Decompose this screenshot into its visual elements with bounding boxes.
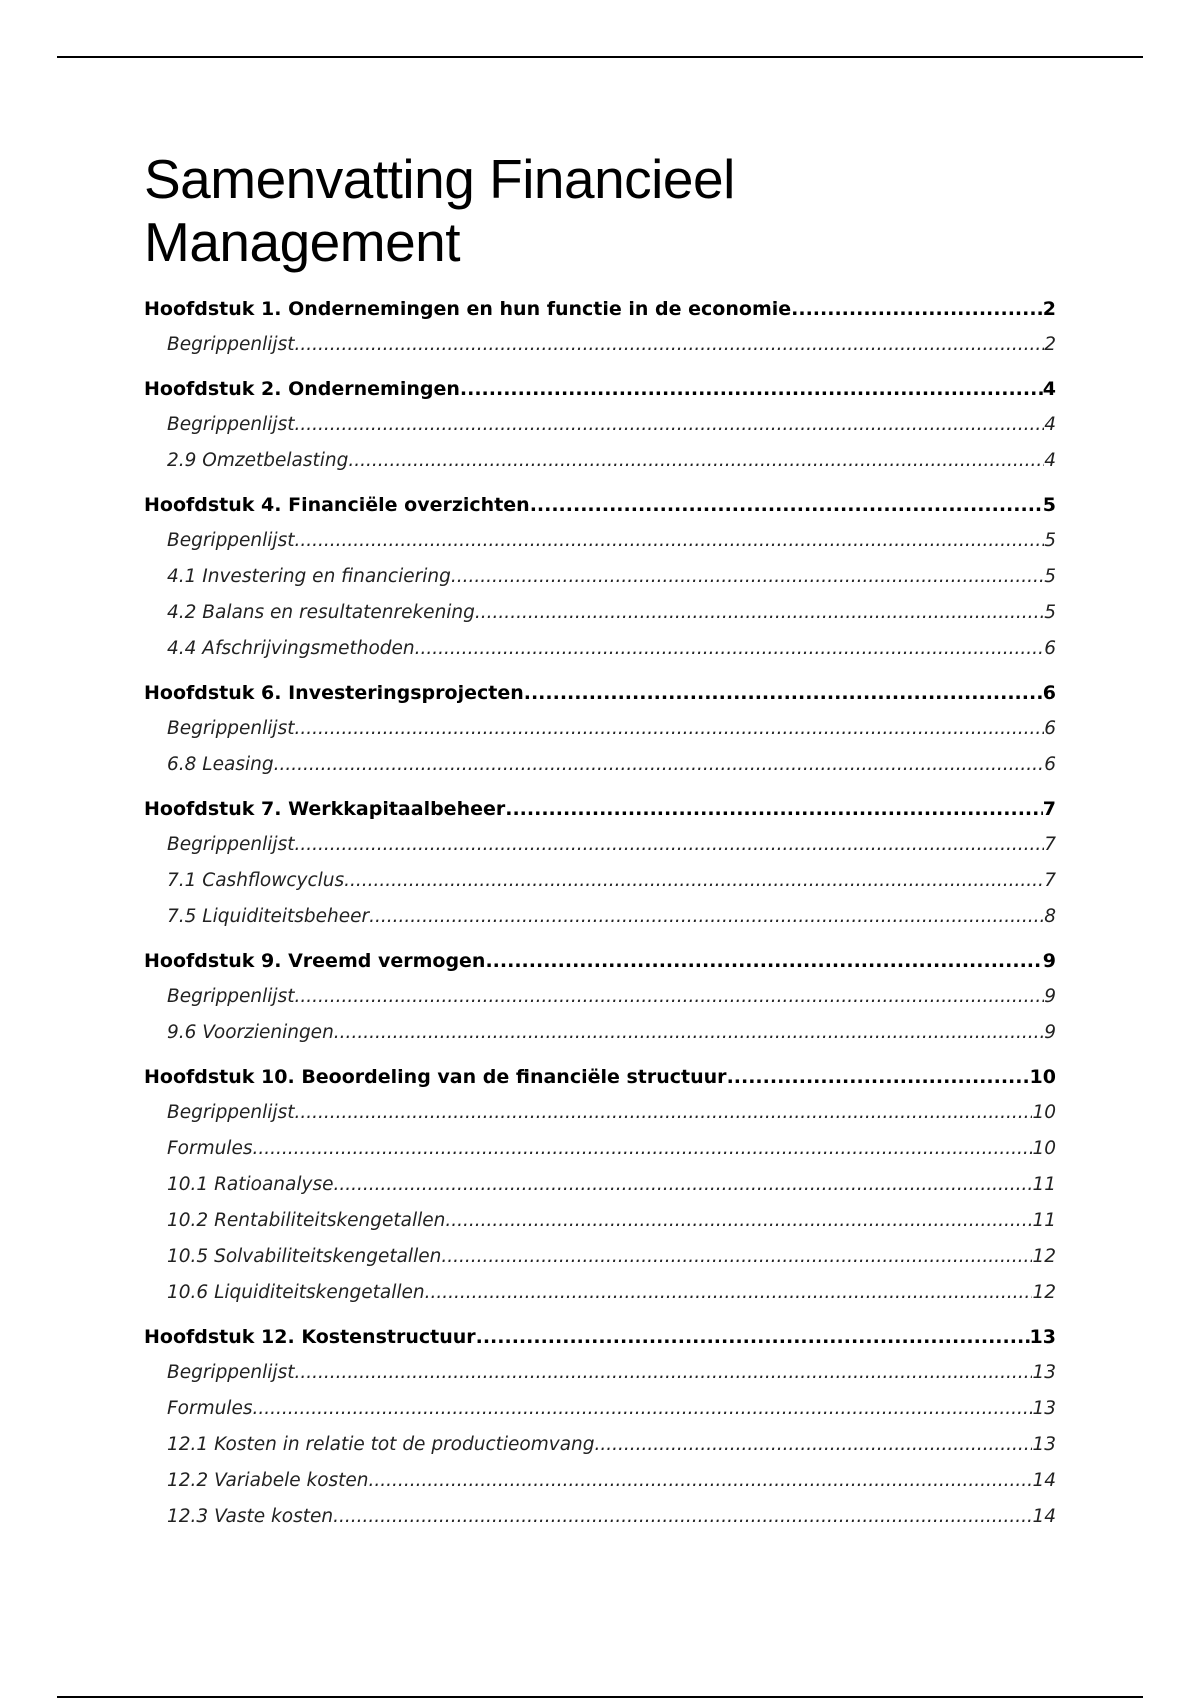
- toc-entry-label: Formules: [167, 1138, 253, 1159]
- toc-page-number: 13: [1032, 1434, 1056, 1455]
- toc-dot-leader: [333, 1167, 1032, 1203]
- toc-entry[interactable]: [144, 979, 1056, 1015]
- toc-dot-leader: [294, 327, 1044, 363]
- toc-entry-label: 7.1 Cashflowcyclus: [167, 870, 345, 891]
- toc-dot-leader: [451, 559, 1044, 595]
- document-title: Samenvatting Financieel Management: [144, 148, 735, 273]
- toc-dot-leader: [369, 899, 1044, 935]
- toc-entry[interactable]: [144, 899, 1056, 935]
- toc-chapter: [144, 291, 1056, 363]
- toc-dot-leader: [445, 1203, 1032, 1239]
- toc-chapter: [144, 1319, 1056, 1535]
- toc-dot-leader: [727, 1059, 1030, 1095]
- toc-dot-leader: [274, 747, 1045, 783]
- toc-page-number: 4: [1042, 378, 1056, 400]
- toc-page-number: 14: [1032, 1470, 1056, 1491]
- toc-entry-label: 12.1 Kosten in relatie tot de productieomvang: [167, 1434, 595, 1455]
- toc-dot-leader: [524, 675, 1043, 711]
- toc-entry[interactable]: [144, 631, 1056, 667]
- toc-dot-leader: [441, 1239, 1032, 1275]
- toc-dot-leader: [294, 407, 1044, 443]
- toc-entry-label: 10.2 Rentabiliteitskengetallen: [167, 1210, 446, 1231]
- toc-page-number: 5: [1042, 494, 1056, 516]
- toc-entry-label: 12.3 Vaste kosten: [167, 1506, 334, 1527]
- toc-entry[interactable]: [144, 1463, 1056, 1499]
- toc-page-number: 7: [1044, 834, 1056, 855]
- toc-chapter: [144, 791, 1056, 935]
- toc-dot-leader: [294, 979, 1044, 1015]
- toc-page-number: 13: [1032, 1362, 1056, 1383]
- toc-entry[interactable]: [144, 1391, 1056, 1427]
- toc-page-number: 8: [1044, 906, 1056, 927]
- toc-dot-leader: [252, 1391, 1032, 1427]
- toc-chapter-title: Hoofdstuk 12. Kostenstructuur: [144, 1326, 476, 1348]
- toc-dot-leader: [595, 1427, 1033, 1463]
- toc-entry[interactable]: [144, 443, 1056, 479]
- toc-entry-label: Begrippenlijst: [167, 334, 295, 355]
- toc-dot-leader: [294, 1095, 1032, 1131]
- toc-entry[interactable]: [144, 1427, 1056, 1463]
- toc-entry-label: Begrippenlijst: [167, 718, 295, 739]
- toc-chapter-entry[interactable]: [144, 487, 1056, 523]
- toc-chapter-title: Hoofdstuk 4. Financiële overzichten: [144, 494, 530, 516]
- toc-page-number: 12: [1032, 1282, 1056, 1303]
- toc-dot-leader: [294, 711, 1044, 747]
- toc-page-number: 9: [1044, 986, 1056, 1007]
- toc-page-number: 9: [1044, 1022, 1056, 1043]
- toc-entry[interactable]: [144, 1015, 1056, 1051]
- toc-chapter-entry[interactable]: [144, 371, 1056, 407]
- toc-entry[interactable]: [144, 407, 1056, 443]
- toc-dot-leader: [348, 443, 1044, 479]
- toc-dot-leader: [344, 863, 1044, 899]
- toc-dot-leader: [485, 943, 1042, 979]
- toc-entry-label: 6.8 Leasing: [167, 754, 274, 775]
- toc-page-number: 11: [1032, 1210, 1056, 1231]
- toc-page-number: 6: [1044, 638, 1056, 659]
- toc-entry-label: Begrippenlijst: [167, 986, 295, 1007]
- toc-entry-label: 9.6 Voorzieningen: [167, 1022, 334, 1043]
- toc-entry-label: Begrippenlijst: [167, 530, 295, 551]
- toc-chapter-entry[interactable]: [144, 291, 1056, 327]
- toc-dot-leader: [294, 827, 1044, 863]
- toc-entry[interactable]: [144, 1203, 1056, 1239]
- toc-page-number: 10: [1032, 1102, 1056, 1123]
- toc-entry-label: 4.2 Balans en resultatenrekening: [167, 602, 475, 623]
- toc-chapter-title: Hoofdstuk 10. Beoordeling van de financiële structuur: [144, 1066, 727, 1088]
- toc-page-number: 2: [1044, 334, 1056, 355]
- toc-entry-label: 7.5 Liquiditeitsbeheer: [167, 906, 370, 927]
- toc-chapter-title: Hoofdstuk 2. Ondernemingen: [144, 378, 460, 400]
- toc-entry[interactable]: [144, 863, 1056, 899]
- toc-page-number: 14: [1032, 1506, 1056, 1527]
- toc-page-number: 5: [1044, 566, 1056, 587]
- toc-entry[interactable]: [144, 1131, 1056, 1167]
- toc-page-number: 13: [1029, 1326, 1056, 1348]
- toc-dot-leader: [425, 1275, 1033, 1311]
- toc-chapter-title: Hoofdstuk 7. Werkkapitaalbeheer: [144, 798, 506, 820]
- toc-page-number: 7: [1042, 798, 1056, 820]
- toc-dot-leader: [460, 371, 1043, 407]
- toc-chapter-entry[interactable]: [144, 675, 1056, 711]
- toc-entry[interactable]: [144, 747, 1056, 783]
- toc-entry-label: Begrippenlijst: [167, 834, 295, 855]
- table-of-contents: [144, 291, 1056, 1543]
- toc-chapter: [144, 1059, 1056, 1311]
- toc-dot-leader: [475, 595, 1044, 631]
- toc-chapter-title: Hoofdstuk 9. Vreemd vermogen: [144, 950, 486, 972]
- toc-dot-leader: [333, 1499, 1032, 1535]
- toc-page-number: 11: [1032, 1174, 1056, 1195]
- toc-entry-label: 10.1 Ratioanalyse: [167, 1174, 334, 1195]
- header-rule: [57, 56, 1143, 58]
- toc-entry[interactable]: [144, 1095, 1056, 1131]
- toc-entry-label: Begrippenlijst: [167, 414, 295, 435]
- toc-entry[interactable]: [144, 827, 1056, 863]
- toc-chapter-entry[interactable]: [144, 1319, 1056, 1355]
- toc-dot-leader: [334, 1015, 1044, 1051]
- toc-entry[interactable]: [144, 711, 1056, 747]
- toc-entry[interactable]: [144, 1499, 1056, 1535]
- toc-entry-label: Begrippenlijst: [167, 1102, 295, 1123]
- toc-page-number: 6: [1042, 682, 1056, 704]
- toc-entry-label: 10.6 Liquiditeitskengetallen: [167, 1282, 425, 1303]
- toc-dot-leader: [530, 487, 1043, 523]
- toc-dot-leader: [505, 791, 1043, 827]
- toc-entry[interactable]: [144, 523, 1056, 559]
- toc-page-number: 5: [1044, 602, 1056, 623]
- toc-chapter-title: Hoofdstuk 1. Ondernemingen en hun functie in de economie: [144, 298, 792, 320]
- toc-dot-leader: [252, 1131, 1032, 1167]
- toc-page-number: 12: [1032, 1246, 1056, 1267]
- toc-page-number: 4: [1044, 414, 1056, 435]
- toc-page-number: 6: [1044, 754, 1056, 775]
- toc-page-number: 7: [1044, 870, 1056, 891]
- footer-rule: [57, 1696, 1143, 1698]
- toc-page-number: 13: [1032, 1398, 1056, 1419]
- toc-page-number: 6: [1044, 718, 1056, 739]
- toc-page-number: 9: [1042, 950, 1056, 972]
- toc-chapter: [144, 487, 1056, 667]
- toc-dot-leader: [294, 523, 1044, 559]
- toc-page-number: 4: [1044, 450, 1056, 471]
- toc-entry-label: 12.2 Variabele kosten: [167, 1470, 369, 1491]
- toc-entry[interactable]: [144, 1355, 1056, 1391]
- toc-dot-leader: [415, 631, 1045, 667]
- toc-chapter-entry[interactable]: [144, 791, 1056, 827]
- toc-dot-leader: [791, 291, 1043, 327]
- toc-entry-label: 2.9 Omzetbelasting: [167, 450, 349, 471]
- toc-dot-leader: [369, 1463, 1033, 1499]
- toc-page-number: 2: [1042, 298, 1056, 320]
- toc-page-number: 10: [1032, 1138, 1056, 1159]
- toc-entry[interactable]: [144, 1275, 1056, 1311]
- toc-entry[interactable]: [144, 1239, 1056, 1275]
- toc-dot-leader: [476, 1319, 1030, 1355]
- toc-entry-label: 4.1 Investering en financiering: [167, 566, 451, 587]
- toc-entry[interactable]: [144, 595, 1056, 631]
- toc-chapter: [144, 371, 1056, 479]
- toc-chapter-entry[interactable]: [144, 943, 1056, 979]
- toc-entry-label: 4.4 Afschrijvingsmethoden: [167, 638, 415, 659]
- toc-entry[interactable]: [144, 559, 1056, 595]
- toc-entry-label: Begrippenlijst: [167, 1362, 295, 1383]
- toc-page-number: 5: [1044, 530, 1056, 551]
- toc-entry[interactable]: [144, 1167, 1056, 1203]
- toc-chapter: [144, 675, 1056, 783]
- toc-chapter: [144, 943, 1056, 1051]
- toc-chapter-title: Hoofdstuk 6. Investeringsprojecten: [144, 682, 524, 704]
- toc-entry-label: Formules: [167, 1398, 253, 1419]
- toc-chapter-entry[interactable]: [144, 1059, 1056, 1095]
- toc-entry[interactable]: [144, 327, 1056, 363]
- toc-entry-label: 10.5 Solvabiliteitskengetallen: [167, 1246, 442, 1267]
- toc-dot-leader: [294, 1355, 1032, 1391]
- toc-page-number: 10: [1029, 1066, 1056, 1088]
